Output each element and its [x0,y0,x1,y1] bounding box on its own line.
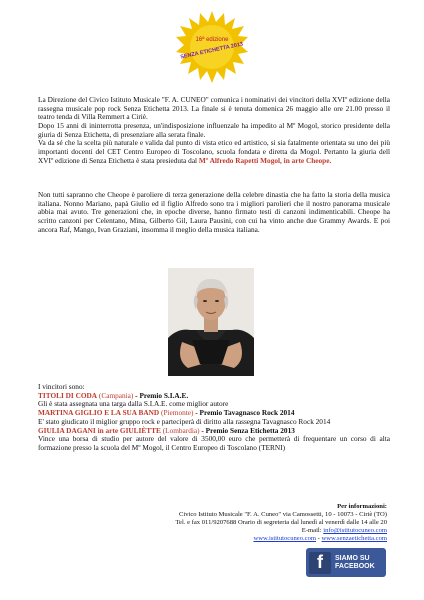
winner-1-region: (Campania) [98,390,134,400]
info-email-line [67,527,387,535]
winner-1-prize: - Premio S.I.A.E. [133,390,189,400]
festival-logo [175,10,249,84]
winner-3-name: GIULIA DAGANI in arte GIULIÈTTE [38,425,161,435]
winner-1-desc: Gli è stata assegnata una targa dalla S.I.A.E. come miglior autore [38,399,229,409]
winners-heading: I vincitori sono: [38,382,85,391]
winner-3-region: (Lombardia) [162,425,200,435]
winner-3-prize: - Premio Senza Etichetta 2013 [199,425,295,435]
website-link-2[interactable]: www.senzaetichetta.com [321,535,387,543]
winner-2-region: (Piemonte) [161,408,194,418]
web-separator: - [316,535,322,543]
winner-3-desc: Vince una borsa di studio per autore del valore di 3500,00 euro che permetterà di frequentare un corso di alta formazione presso la scuola del Mº Mogol, il Centro Europeo di Toscolano (TERNI) [38,434,390,452]
facebook-badge[interactable] [306,548,386,577]
facebook-text [335,555,375,571]
facebook-icon: f [309,552,331,574]
info-web-line [67,535,387,543]
contact-info [67,503,387,543]
facebook-line-2: FACEBOOK [335,562,375,570]
cheope-photo [168,268,254,376]
intro-paragraph [38,96,390,165]
info-address: Civico Istituto Musicale "F. A. Cuneo" via Camossetti, 10 - 10073 - Ciriè (TO) [178,511,387,519]
info-phone: Tel. e fax 011/9207688 Orario di segreteria dal lunedì al venerdì dalle 14 alle 20 [175,519,387,527]
website-link-1[interactable]: www.istitutocuneo.com [253,535,317,543]
winner-2-desc: E' stato giudicato il miglior gruppo rock e parteciperà di diritto alla rassegna Tavagnasco Rock 2014 [38,416,331,426]
winner-2-name: MARTINA GIGLIO E LA SUA BAND [38,408,160,418]
winners-section [38,383,390,453]
president-name: Mº Alfredo Rapetti Mogol, in arte Cheope. [198,155,332,165]
winner-1-name: TITOLI DI CODA [38,390,98,400]
email-label: E-mail: [301,527,324,535]
intro-text-c: Va da sé che la scelta più naturale e valida dal punto di vista etico ed artistico, si sia fatalmente orientata su uno dei più importanti docenti del CET Centro Europeo di Toscolano, scuola fondata e diretta da Mogol. Pertanto la giuria dell XVIº edizione di Senza Etichetta è stata presieduta dal [38,138,390,165]
cheope-paragraph: Non tutti sapranno che Cheope è paroliere di terza generazione della celebre dinastia che ha fatto la storia della musica italiana. Nonno Mariano, papà Giulio ed il figlio Alfredo sono tra i migliori parolieri che il nostro panorama musicale abbia mai avuto. Tre generazioni che, in epoche diverse, hanno firmato testi di canzoni indimenticabili. Cheope ha scritto canzoni per Celentano, Mina, Gilberto Gil, Laura Pausini, con cui ha vinto anche due Grammy Awards. E poi ancora Raf, Mango, Ivan Graziani, insomma il meglio della musica italiana. [38,190,390,234]
facebook-line-1: SIAMO SU [335,554,370,562]
logo-text-2: SENZA ETICHETTA 2013 [179,41,244,61]
intro-text-a: La Direzione del Civico Istituto Musicale "F. A. CUNEO" comunica i nominativi dei vincitori della XVIº edizione della rassegna musicale pop rock Senza Etichetta 2013. La finale si è tenuta domenica 26 maggio alle ore 21.00 presso il teatro tenda di Villa Remmert a Ciriè. [38,95,390,122]
info-title: Per informazioni: [337,503,387,510]
logo-text-1: 16ª edizione [195,37,229,43]
intro-text-b: Dopo 15 anni di ininterrotta presenza, un'indisposizione influenzale ha impedito al Mº Mogol, storico presidente della giuria di Senza Etichetta, di presenziare alla serata finale. [38,120,390,139]
email-link[interactable]: info@istitutocuneo.com [323,527,387,535]
winner-2-prize: - Premio Tavagnasco Rock 2014 [193,408,295,418]
